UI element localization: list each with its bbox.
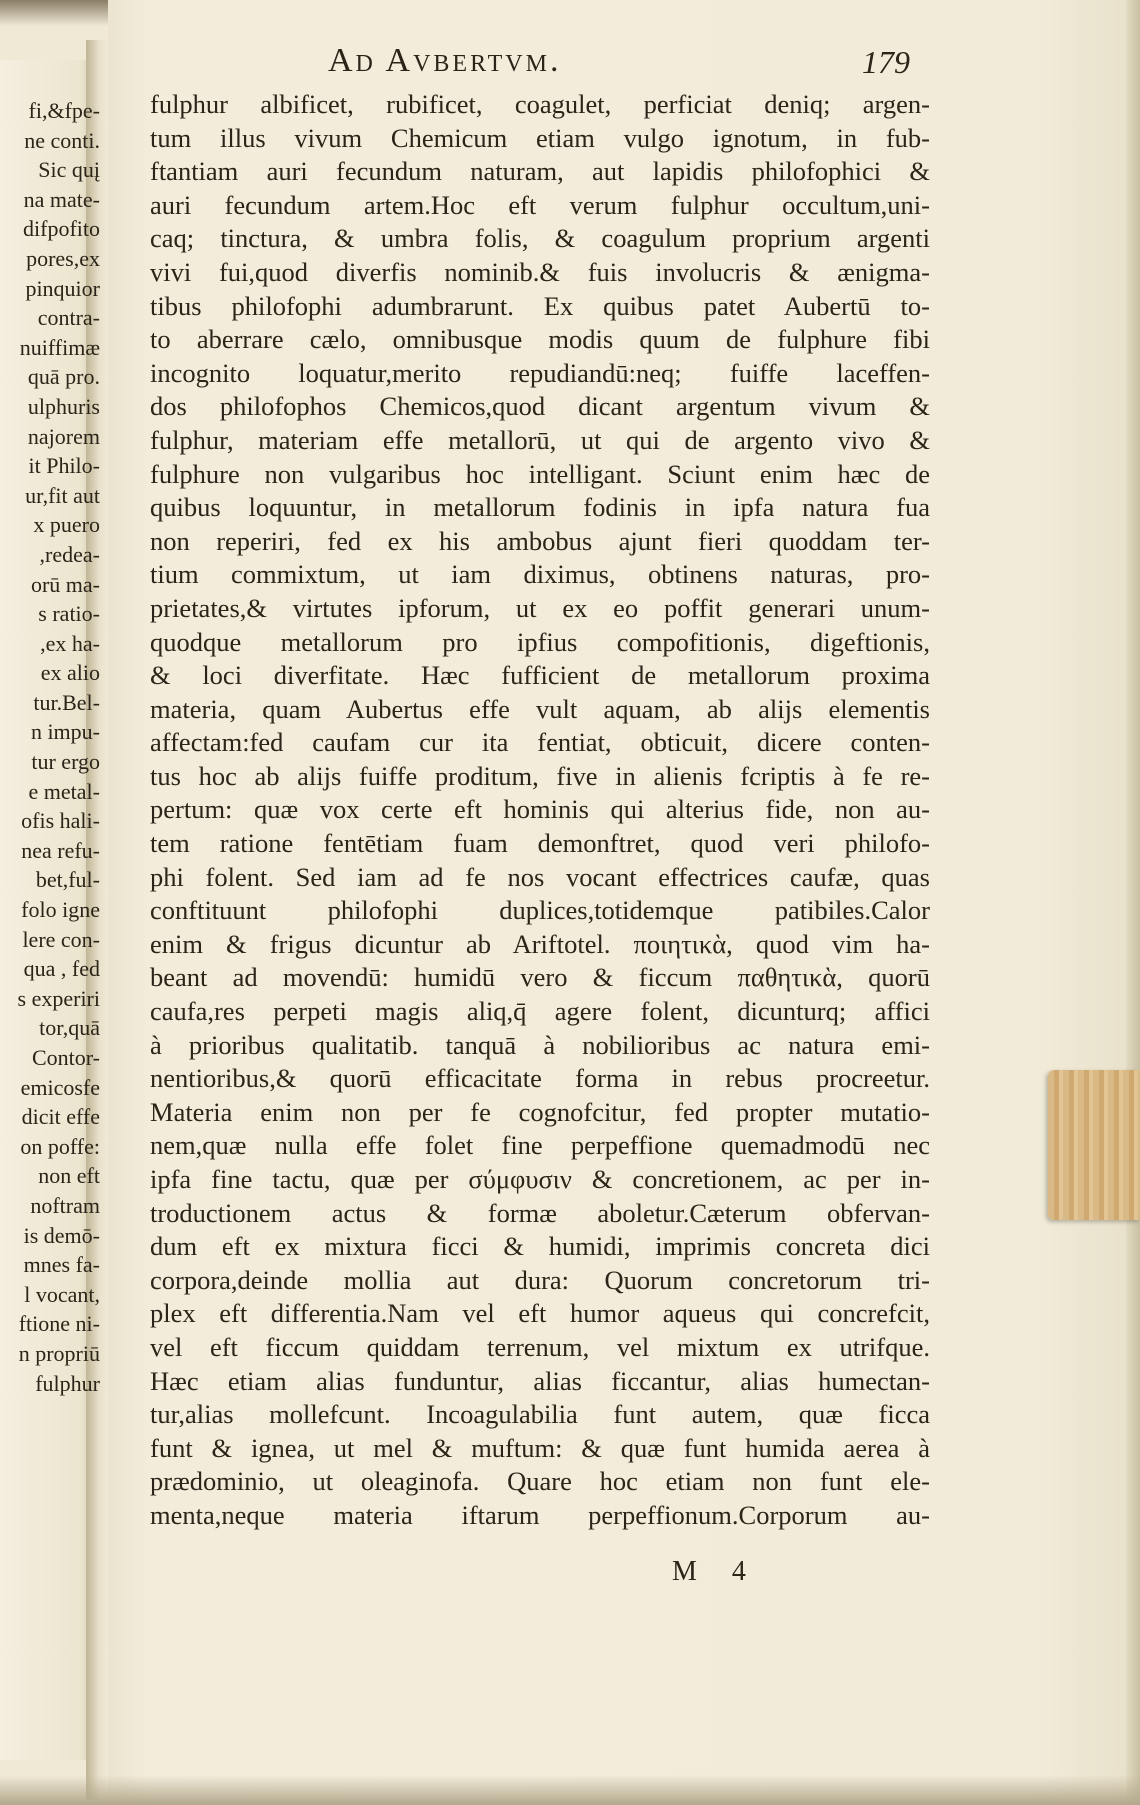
facing-page-line: quā pro. bbox=[27, 364, 100, 390]
text-line: tibus philofophi adumbrarunt. Ex quibus patet Aubertū to- bbox=[150, 290, 930, 321]
text-line: tium commixtum, ut iam diximus, obtinens naturas, pro- bbox=[150, 559, 930, 590]
text-line: vel eft ficcum quiddam terrenum, vel mixtum ex utrifque. bbox=[150, 1331, 930, 1362]
text-line: prædominio, ut oleaginofa. Quare hoc etiam non funt ele- bbox=[150, 1466, 930, 1497]
facing-page-line: nea refu- bbox=[21, 837, 100, 863]
text-line: troductionem actus & formæ aboletur.Cæterum obfervan- bbox=[150, 1197, 930, 1228]
text-line: plex eft differentia.Nam vel eft humor aqueus qui concrefcit, bbox=[150, 1298, 930, 1329]
facing-page-line: tur.Bel- bbox=[33, 689, 100, 715]
facing-page-line: contra- bbox=[37, 305, 100, 331]
text-line: tum illus vivum Chemicum etiam vulgo ignotum, in fub- bbox=[150, 122, 930, 153]
text-line: ftantiam auri fecundum naturam, aut lapidis philofophici & bbox=[150, 156, 930, 187]
text-line: tem ratione fentētiam fuam demonftret, quod veri philofo- bbox=[150, 828, 930, 859]
text-line: non reperiri, fed ex his ambobus ajunt fieri quoddam ter- bbox=[150, 525, 930, 556]
facing-page-line: na mate- bbox=[23, 186, 100, 212]
facing-page-line: s ratio- bbox=[38, 601, 100, 627]
text-line: to aberrare cælo, omnibusque modis quum de fulphure fibi bbox=[150, 324, 930, 355]
facing-page-line: l vocant, bbox=[24, 1281, 100, 1307]
facing-page-line: is demō- bbox=[23, 1222, 100, 1248]
text-line: affectam:fed caufam cur ita fentiat, obticuit, dicere conten- bbox=[150, 727, 930, 758]
signature-mark: M 4 bbox=[672, 1556, 760, 1587]
text-line: quibus loquuntur, in metallorum fodinis in ipfa natura fua bbox=[150, 492, 930, 523]
facing-page-line: ,ex ha- bbox=[40, 630, 100, 656]
text-line: fulphur, materiam effe metallorū, ut qui de argento vivo & bbox=[150, 424, 930, 455]
text-line: quodque metallorum pro ipfius compofitionis, digeftionis, bbox=[150, 626, 930, 657]
text-line: funt & ignea, ut mel & muftum: & quæ funt humida aerea à bbox=[150, 1432, 930, 1463]
running-title: Ad Avbertvm. bbox=[328, 42, 562, 79]
text-line: dum eft ex mixtura ficci & humidi, imprimis concreta dici bbox=[150, 1231, 930, 1262]
facing-page-line: ne conti. bbox=[24, 127, 100, 153]
facing-page-line: non eft bbox=[38, 1163, 100, 1189]
facing-page-line: pinquior bbox=[25, 275, 100, 301]
facing-page-line: n propriū bbox=[18, 1340, 100, 1366]
text-line: corpora,deinde mollia aut dura: Quorum concretorum tri- bbox=[150, 1264, 930, 1295]
text-line: phi folent. Sed iam ad fe nos vocant effectrices caufæ, quas bbox=[150, 861, 930, 892]
text-line: incognito loquatur,merito repudiandū:neq; fuiffe laceffen- bbox=[150, 357, 930, 388]
text-line: nentioribus,& quorū efficacitate forma in rebus procreetur. bbox=[150, 1063, 930, 1094]
page-header bbox=[328, 42, 928, 82]
page-number: 179 bbox=[862, 44, 910, 80]
text-line: à prioribus qualitatib. tanquā à nobilioribus ac natura emi- bbox=[150, 1029, 930, 1060]
facing-page-line: bet,ful- bbox=[35, 867, 100, 893]
facing-page-line: fulphur bbox=[35, 1370, 100, 1396]
facing-page-line: Contor- bbox=[32, 1045, 100, 1070]
facing-page-line: emicosfe bbox=[20, 1074, 100, 1100]
text-line: tus hoc ab alijs fuiffe proditum, five in alienis fcriptis à fe re- bbox=[150, 760, 930, 791]
text-line: Hæc etiam alias funduntur, alias ficcantur, alias humectan- bbox=[150, 1365, 930, 1396]
facing-page-line: s experiri bbox=[17, 985, 100, 1011]
facing-page-line: ,redea- bbox=[39, 541, 100, 567]
text-line: caufa,res perpeti magis aliq,q̄ agere folent, dicunturq; affici bbox=[150, 996, 930, 1027]
facing-page-line: tor,quā bbox=[39, 1015, 100, 1041]
text-line: materia, quam Aubertus effe vult aquam, ab alijs elementis bbox=[150, 693, 930, 724]
text-line: dos philofophos Chemicos,quod dicant argentum vivum & bbox=[150, 391, 930, 422]
facing-page-edge bbox=[0, 60, 100, 1760]
facing-page-line: qua , fed bbox=[23, 956, 100, 982]
facing-page-line: tur ergo bbox=[31, 749, 100, 775]
facing-page-line: difpofito bbox=[23, 216, 100, 242]
text-line: menta,neque materia iftarum perpeffionum.Corporum au- bbox=[150, 1499, 930, 1530]
facing-page-text bbox=[4, 96, 100, 1398]
text-line: fulphur albificet, rubificet, coagulet, perficiat deniq; argen- bbox=[150, 89, 930, 119]
page-edge bbox=[1126, 0, 1140, 1805]
text-line: enim & frigus dicuntur ab Ariftotel. ποιητικὰ, quod vim ha- bbox=[150, 928, 930, 959]
text-line: tur,alias mollefcunt. Incoagulabilia funt autem, quæ ficca bbox=[150, 1399, 930, 1430]
text-line: conftituunt philofophi duplices,totidemque patibiles.Calor bbox=[150, 895, 930, 926]
facing-page-line: fi,&fpe- bbox=[28, 98, 100, 123]
facing-page-line: pores,ex bbox=[26, 245, 100, 271]
bookmark-strip bbox=[1048, 1070, 1140, 1220]
facing-page-line: Sic quį bbox=[38, 157, 100, 183]
text-line: beant ad movendū: humidū vero & ficcum παθητικὰ, quorū bbox=[150, 962, 930, 993]
facing-page-line: x puero bbox=[33, 512, 100, 538]
text-line: auri fecundum artem.Hoc eft verum fulphur occultum,uni- bbox=[150, 189, 930, 220]
facing-page-line: mnes fa- bbox=[23, 1252, 100, 1278]
text-line: pertum: quæ vox certe eft hominis qui alterius fide, non au- bbox=[150, 794, 930, 825]
body-text bbox=[150, 88, 930, 1533]
facing-page-line: ftione ni- bbox=[18, 1311, 100, 1337]
facing-page-line: noftram bbox=[30, 1192, 100, 1218]
text-line: prietates,& virtutes ipforum, ut ex eo poffit generari unum- bbox=[150, 592, 930, 623]
facing-page-line: ulphuris bbox=[27, 393, 100, 419]
text-line: vivi fui,quod diverfis nominib.& fuis involucris & ænigma- bbox=[150, 256, 930, 287]
facing-page-line: dicit effe bbox=[21, 1104, 100, 1130]
text-line: nem,quæ nulla effe folet fine perpeffione quemadmodū nec bbox=[150, 1130, 930, 1161]
facing-page-line: n impu- bbox=[30, 719, 100, 745]
facing-page-line: e metal- bbox=[28, 778, 100, 804]
facing-page-line: ur,fit aut bbox=[25, 482, 100, 508]
facing-page-line: ex alio bbox=[40, 660, 100, 686]
facing-page-line: on poffe: bbox=[20, 1133, 100, 1159]
text-line: Materia enim non per fe cognofcitur, fed propter mutatio- bbox=[150, 1096, 930, 1127]
text-line: & loci diverfitate. Hæc fufficient de metallorum proxima bbox=[150, 660, 930, 691]
facing-page-line: folo igne bbox=[21, 897, 100, 923]
text-line: ipfa fine tactu, quæ per σύμφυσιν & concretionem, ac per in- bbox=[150, 1164, 930, 1194]
facing-page-line: orū ma- bbox=[30, 571, 100, 597]
facing-page-line: ofis hali- bbox=[21, 808, 100, 834]
text-line: fulphure non vulgaribus hoc intelligant. Sciunt enim hæc de bbox=[150, 458, 930, 489]
facing-page-line: nuiffimæ bbox=[19, 334, 100, 360]
facing-page-line: najorem bbox=[27, 423, 100, 449]
facing-page-line: it Philo- bbox=[28, 453, 100, 479]
facing-page-line: lere con- bbox=[22, 926, 100, 952]
bottom-shadow bbox=[0, 1775, 1140, 1805]
text-line: caq; tinctura, & umbra folis, & coagulum proprium argenti bbox=[150, 223, 930, 254]
